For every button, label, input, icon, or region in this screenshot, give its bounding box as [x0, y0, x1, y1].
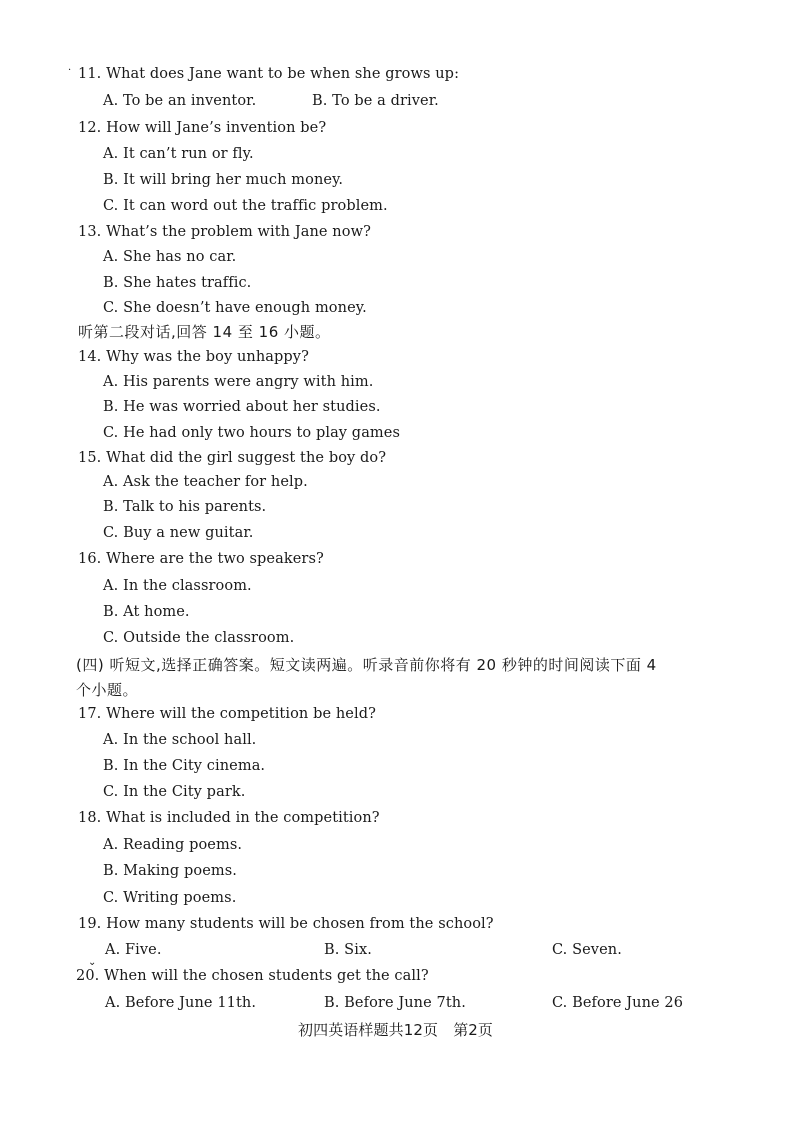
question-15-option-b: B. Talk to his parents. — [103, 499, 267, 515]
question-16-option-c: C. Outside the classroom. — [103, 630, 295, 646]
question-20-option-b: B. Before June 7th. — [324, 995, 466, 1011]
question-13-option-b: B. She hates traffic. — [103, 275, 252, 291]
question-16-option-a: A. In the classroom. — [103, 578, 252, 594]
section-4-instruction-line-2: 个小题。 — [76, 681, 139, 699]
question-17-option-c: C. In the City park. — [103, 784, 246, 800]
question-14-stem: 14. Why was the boy unhappy? — [78, 349, 309, 365]
scan-mark: ⌄ — [88, 957, 97, 968]
scan-mark: · — [68, 65, 72, 76]
question-11-option-b: B. To be a driver. — [312, 93, 439, 109]
question-17-option-a: A. In the school hall. — [103, 732, 257, 748]
question-15-option-a: A. Ask the teacher for help. — [103, 474, 308, 490]
question-19-option-c: C. Seven. — [552, 942, 622, 958]
question-20-option-a: A. Before June 11th. — [105, 995, 257, 1011]
question-18-option-c: C. Writing poems. — [103, 890, 237, 906]
question-14-option-b: B. He was worried about her studies. — [103, 399, 381, 415]
question-16-option-b: B. At home. — [103, 604, 190, 620]
section-4-instruction-line-1: (四) 听短文,选择正确答案。短文读两遍。听录音前你将有 20 秒钟的时间阅读下面 4 — [76, 656, 657, 674]
question-15-stem: 15. What did the girl suggest the boy do? — [78, 450, 387, 466]
question-18-option-b: B. Making poems. — [103, 863, 238, 879]
question-12-stem: 12. How will Jane’s invention be? — [78, 120, 327, 136]
question-16-stem: 16. Where are the two speakers? — [78, 551, 324, 567]
question-18-option-a: A. Reading poems. — [103, 837, 243, 853]
question-18-stem: 18. What is included in the competition? — [78, 810, 380, 826]
question-19-stem: 19. How many students will be chosen from the school? — [78, 916, 494, 932]
question-14-option-a: A. His parents were angry with him. — [103, 374, 374, 390]
question-12-option-c: C. It can word out the traffic problem. — [103, 198, 388, 214]
question-15-option-c: C. Buy a new guitar. — [103, 525, 254, 541]
question-13-stem: 13. What’s the problem with Jane now? — [78, 224, 371, 240]
question-13-option-c: C. She doesn’t have enough money. — [103, 300, 367, 316]
question-11-stem: 11. What does Jane want to be when she grows up: — [78, 66, 460, 82]
question-17-option-b: B. In the City cinema. — [103, 758, 266, 774]
question-20-option-c: C. Before June 26 — [552, 995, 684, 1011]
question-19-option-b: B. Six. — [324, 942, 372, 958]
page-footer: 初四英语样题共12页 第2页 — [298, 1021, 494, 1039]
question-12-option-a: A. It can’t run or fly. — [103, 146, 254, 162]
question-20-stem: 20. When will the chosen students get the call? — [76, 968, 429, 984]
question-13-option-a: A. She has no car. — [103, 249, 237, 265]
question-11-option-a: A. To be an inventor. — [103, 93, 257, 109]
question-12-option-b: B. It will bring her much money. — [103, 172, 344, 188]
section-dialog-2-instruction: 听第二段对话,回答 14 至 16 小题。 — [78, 323, 331, 341]
question-17-stem: 17. Where will the competition be held? — [78, 706, 376, 722]
question-14-option-c: C. He had only two hours to play games — [103, 425, 401, 441]
question-19-option-a: A. Five. — [105, 942, 162, 958]
